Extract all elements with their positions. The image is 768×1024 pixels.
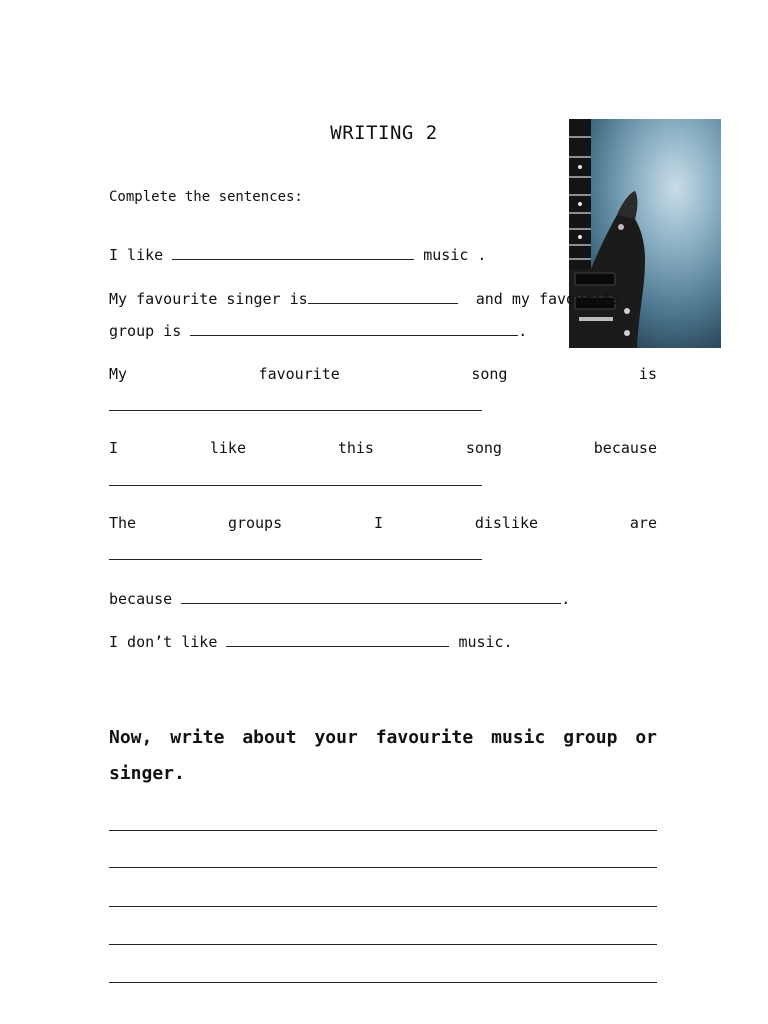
- writing-line-5[interactable]: [109, 982, 657, 983]
- writing-line-4[interactable]: [109, 944, 657, 945]
- instruction-text: Complete the sentences:: [109, 189, 303, 205]
- electric-guitar-icon: [569, 119, 721, 348]
- sentence-7: [109, 631, 513, 653]
- sentence-6-pre: because: [109, 590, 173, 608]
- sentence-6: [109, 588, 570, 610]
- page-title: WRITING 2: [330, 122, 438, 144]
- sentence-2-line2-post: .: [518, 322, 528, 340]
- sentence-3-word-1: My: [109, 365, 128, 383]
- writing-line-2[interactable]: [109, 867, 657, 868]
- sentence-5-word-4: dislike: [474, 514, 539, 532]
- sentence-7-pre: I don’t like: [109, 633, 218, 651]
- sentence-6-post: .: [561, 590, 571, 608]
- sentence-3-word-4: is: [638, 365, 657, 383]
- guitar-photo: [569, 119, 721, 348]
- sentence-2-pre: My favourite singer is: [109, 290, 308, 308]
- sentence-3: [109, 363, 657, 385]
- answer-blank-1[interactable]: [172, 245, 414, 260]
- sentence-2: [109, 288, 620, 310]
- answer-blank-5[interactable]: [109, 485, 482, 486]
- sentence-4-word-5: because: [593, 439, 657, 457]
- sentence-1: [109, 244, 486, 266]
- answer-blank-7[interactable]: [181, 589, 561, 604]
- answer-blank-8[interactable]: [226, 632, 449, 647]
- sentence-1-post: music .: [423, 246, 487, 264]
- sentence-5-word-5: are: [629, 514, 657, 532]
- writing-line-3[interactable]: [109, 906, 657, 907]
- sentence-3-word-2: favourite: [258, 365, 340, 383]
- sentence-3-word-3: song: [471, 365, 508, 383]
- sentence-2-line-2: [109, 320, 527, 342]
- answer-blank-4[interactable]: [109, 410, 482, 411]
- writing-prompt: Now, write about your favourite music group or singer.: [109, 727, 657, 784]
- sentence-5-word-3: I: [373, 514, 383, 532]
- sentence-2-line2-pre: group is: [109, 322, 182, 340]
- sentence-4-word-4: song: [465, 439, 502, 457]
- sentence-4-word-1: I: [109, 439, 119, 457]
- sentence-5-word-2: groups: [227, 514, 283, 532]
- sentence-5: [109, 512, 657, 534]
- answer-blank-3[interactable]: [190, 321, 518, 336]
- sentence-2-hidden-word: favourite: [538, 290, 621, 308]
- answer-blank-6[interactable]: [109, 559, 482, 560]
- sentence-5-word-1: The: [109, 514, 137, 532]
- sentence-4-word-3: this: [337, 439, 374, 457]
- sentence-4-word-2: like: [209, 439, 246, 457]
- sentence-2-mid: and my: [475, 290, 530, 308]
- answer-blank-2[interactable]: [308, 289, 458, 304]
- writing-line-1[interactable]: [109, 830, 657, 831]
- sentence-1-pre: I like: [109, 246, 164, 264]
- sentence-7-post: music.: [458, 633, 513, 651]
- sentence-4: [109, 437, 657, 459]
